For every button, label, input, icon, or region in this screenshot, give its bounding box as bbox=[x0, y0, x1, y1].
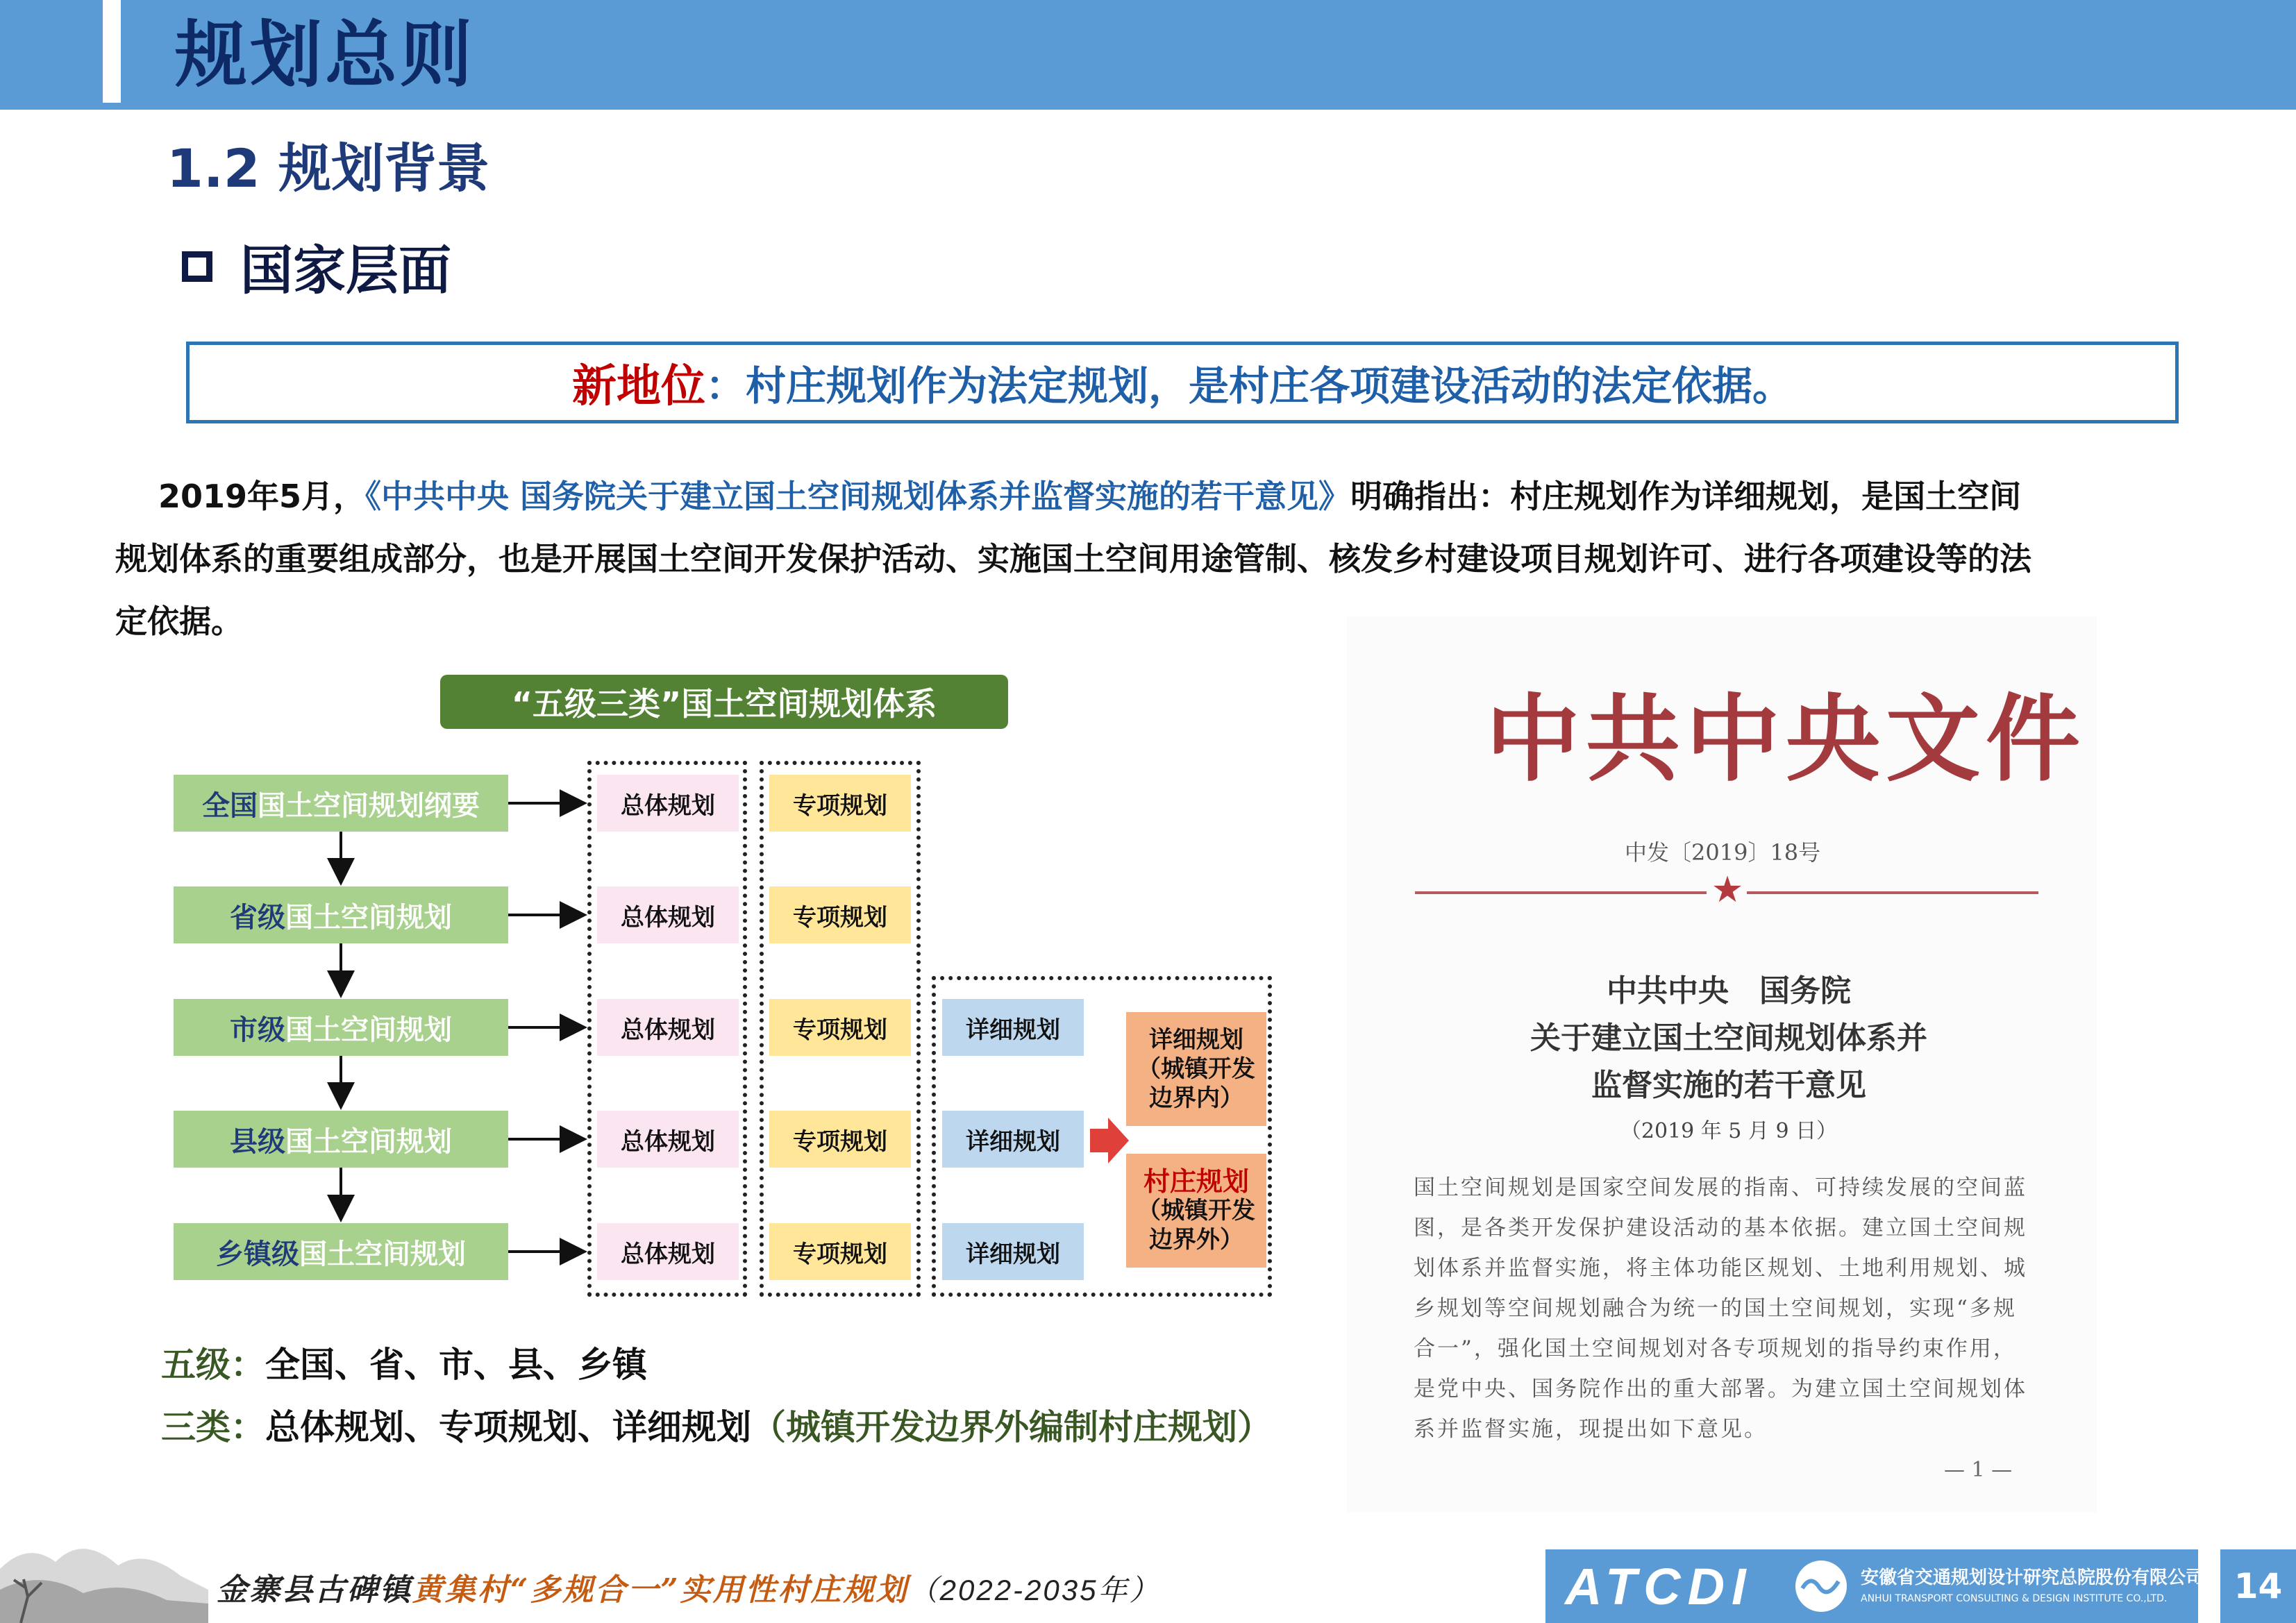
para-doc-title: 《中共中央 国务院关于建立国土空间规划体系并监督实施的若干意见》 bbox=[365, 478, 1351, 515]
company-logo: ATCDI bbox=[1565, 1558, 1753, 1615]
level-township: 乡镇级 国土空间规划 bbox=[174, 1223, 508, 1280]
subsection-title: 国家层面 bbox=[240, 239, 451, 301]
special-plan-cell: 专项规划 bbox=[769, 1223, 911, 1280]
diagram-title: “五级三类”国土空间规划体系 bbox=[440, 675, 1008, 729]
overall-plan-cell: 总体规划 bbox=[597, 1223, 739, 1280]
section-title: 1.2 规划背景 bbox=[167, 137, 490, 199]
detailed-plan-inside-box: 详细规划 （城镇开发 边界内） bbox=[1126, 1012, 1266, 1126]
ink-landscape-icon bbox=[0, 1513, 208, 1623]
village-plan-box: 村庄规划 （城镇开发 边界外） bbox=[1126, 1154, 1266, 1268]
legend-five-levels: 五级：全国、省、市、县、乡镇 bbox=[161, 1345, 647, 1385]
legend-three-types: 三类：总体规划、专项规划、详细规划（城镇开发边界外编制村庄规划） bbox=[161, 1407, 1272, 1447]
scan-heading-2: 关于建立国土空间规划体系并 bbox=[1530, 1020, 1927, 1056]
para-line2: 规划体系的重要组成部分，也是开展国土空间开发保护活动、实施国土空间用途管制、核发乡村建设项目规划许可、进行各项建设等的法 bbox=[115, 540, 2031, 578]
banner-text: ：村庄规划作为法定规划，是村庄各项建设活动的法定依据。 bbox=[705, 362, 1793, 410]
scan-rule-right bbox=[1747, 891, 2038, 894]
detailed-plan-cell: 详细规划 bbox=[942, 1223, 1084, 1280]
footer-project-title: 金寨县古碑镇黄集村“多规合一”实用性村庄规划（2022-2035年） bbox=[217, 1572, 1161, 1608]
special-plan-cell: 专项规划 bbox=[769, 1111, 911, 1168]
scan-page-number: — 1 — bbox=[1944, 1458, 2013, 1482]
detailed-plan-cell: 详细规划 bbox=[942, 999, 1084, 1056]
page-title: 规划总则 bbox=[175, 12, 476, 97]
para-line1: 明确指出：村庄规划作为详细规划，是国土空间 bbox=[1350, 478, 2022, 515]
scan-doc-number: 中发〔2019〕18号 bbox=[1625, 839, 1821, 866]
scan-date: （2019 年 5 月 9 日） bbox=[1620, 1119, 1838, 1143]
company-name-en: ANHUI TRANSPORT CONSULTING & DESIGN INSTITUTE CO.,LTD. bbox=[1861, 1593, 2168, 1604]
special-plan-cell: 专项规划 bbox=[769, 886, 911, 943]
para-lead: 2019年5月， bbox=[158, 478, 366, 515]
wave-logo-icon bbox=[1795, 1561, 1847, 1612]
overall-plan-cell: 总体规划 bbox=[597, 775, 739, 832]
scan-heading-3: 监督实施的若干意见 bbox=[1591, 1068, 1866, 1103]
banner-highlight: 新地位 bbox=[571, 361, 705, 412]
overall-plan-cell: 总体规划 bbox=[597, 886, 739, 943]
company-name-cn: 安徽省交通规划设计研究总院股份有限公司 bbox=[1861, 1567, 2204, 1588]
scan-heading-1: 中共中央 国务院 bbox=[1607, 973, 1851, 1009]
detailed-plan-cell: 详细规划 bbox=[942, 1111, 1084, 1168]
level-city: 市级 国土空间规划 bbox=[174, 999, 508, 1056]
special-plan-cell: 专项规划 bbox=[769, 775, 911, 832]
page-number: 14 bbox=[2234, 1566, 2283, 1606]
scan-body-text: 国土空间规划是国家空间发展的指南、可持续发展的空间蓝图，是各类开发保护建设活动的基本依据。建立国土空间规划体系并监督实施，将主体功能区规划、土地利用规划、城乡规划等空间规划融合为统一的国土空间规划，实现“多规合一”，强化国土空间规划对各专项规划的指导约束作用，是党中央、国务院作出的重大部署。为建立国土空间规划体系并监督实施，现提出如下意见。 bbox=[1414, 1175, 2027, 1442]
scan-header-title: 中共中央文件 bbox=[1486, 684, 2086, 795]
star-icon: ★ bbox=[1711, 869, 1744, 911]
overall-plan-cell: 总体规划 bbox=[597, 999, 739, 1056]
level-county: 县级 国土空间规划 bbox=[174, 1111, 508, 1168]
scan-rule-left bbox=[1415, 891, 1707, 894]
level-national: 全国 国土空间规划纲要 bbox=[174, 775, 508, 832]
overall-plan-cell: 总体规划 bbox=[597, 1111, 739, 1168]
para-line3: 定依据。 bbox=[115, 603, 243, 640]
special-plan-cell: 专项规划 bbox=[769, 999, 911, 1056]
level-province: 省级 国土空间规划 bbox=[174, 886, 508, 943]
